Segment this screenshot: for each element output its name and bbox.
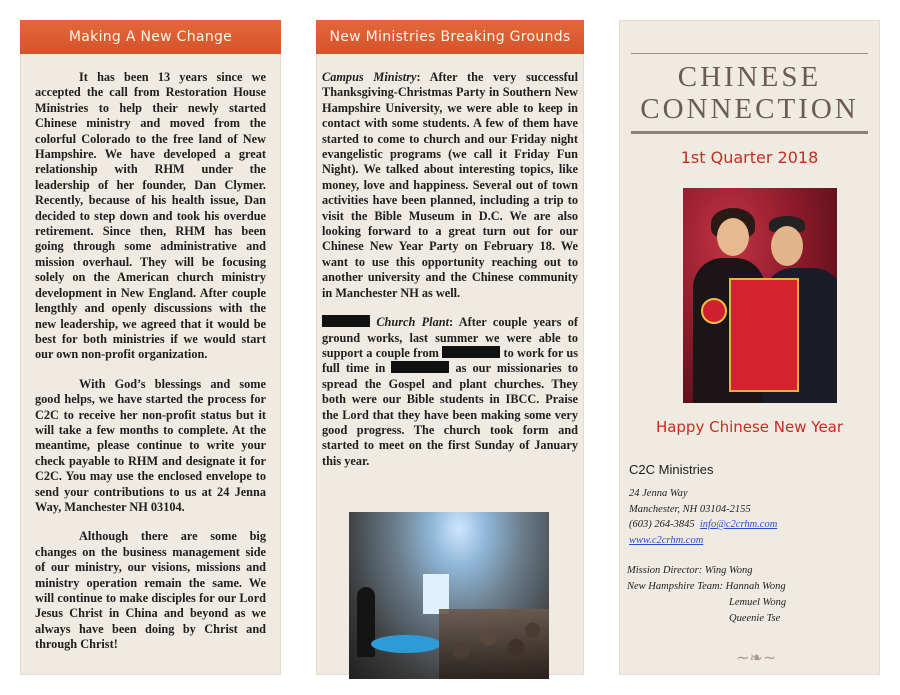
church-plant-lead: Church Plant <box>376 315 450 330</box>
photo-crowd <box>439 609 549 679</box>
phone-email-line <box>629 517 777 533</box>
photo-figure <box>717 218 749 256</box>
newsletter-title-line2: CONNECTION <box>640 93 859 125</box>
church-plant-text: as our missionaries to spread the Gospel and plant churches. They both were our Bible students in IBCC. Praise the Lord that they have been making some very good progress. The church took form and started to meet on the first Sunday of January this year. <box>322 361 579 468</box>
section-heading: New Ministries Breaking Grounds <box>316 20 584 54</box>
panel-making-a-new-change <box>20 20 281 675</box>
redaction-bar <box>322 315 370 327</box>
redaction-bar <box>391 361 449 373</box>
article-body <box>35 70 266 667</box>
staff-list <box>627 563 877 627</box>
classroom-photo <box>349 512 549 679</box>
panel-cover <box>619 20 880 675</box>
staff-line: Queenie Tse <box>729 613 781 624</box>
church-plant-text: : After couple years of ground works, last summer we were able to support a couple from <box>322 315 578 360</box>
email-link[interactable]: info@c2crhm.com <box>699 519 778 530</box>
paragraph: It has been 13 years since we accepted the call from Restoration House Ministries to help their newly started Chinese ministry and moved from the colorful Colorado to the free land of New Hampshire. We have developed a great relationship with RHM under the leadership of her founder, Dan Clymer. Recently, because of his health issue, Dan decided to step down and took his overdue retirement. Since then, RHM has been going through some administrative and mission overhaul. They will be focusing solely on the American church ministry development in New England. After couple lengthly and openly discussions with the new leadership, we agreed that it would be best for both ministries if we would start our own non-profit organization. <box>35 70 266 362</box>
photo-ornament <box>701 298 727 324</box>
staff-line: Lemuel Wong <box>729 597 787 608</box>
paragraph-campus-ministry <box>322 70 578 301</box>
photo-figure <box>771 226 803 266</box>
issue-date: 1st Quarter 2018 <box>680 148 819 167</box>
staff-line: New Hampshire Team: Hannah Wong <box>627 581 786 592</box>
staff-line: Mission Director: Wing Wong <box>627 565 753 576</box>
flourish-ornament: ~❧~ <box>736 648 777 667</box>
couple-photo <box>683 188 837 403</box>
organization-name: C2C Ministries <box>629 462 714 477</box>
website-link[interactable]: www.c2crhm.com <box>629 534 704 546</box>
greeting: Happy Chinese New Year <box>655 418 844 436</box>
panel-new-ministries <box>316 20 584 675</box>
newsletter-title-line1: CHINESE <box>677 61 822 93</box>
paragraph: Although there are some big changes on the business management side of our ministry, our visions, missions and ministry operation remain the same. We will continue to make disciples for our Lord Jesus Christ in China and beyond as we always have been doing by Christ and through Christ! <box>35 529 266 652</box>
campus-ministry-text: : After the very successful Thanksgiving-Christmas Party in Southern New Hampshire University, we were able to keep in contact with some students. A few of them have started to come to church and our Friday night evangelistic programs (we call it Friday Fun Night). We talked about interesting topics, like money, love and happiness. Several out of town activities have been planned, including a trip to visit the Bible Museum in D.C. We are also looking forward to a great turn out for our Chinese New Year Party on February 18. We want to use this opportunity reaching out to another university and the Chinese community in Manchester NH as well. <box>322 70 578 300</box>
title-rule-bottom <box>631 131 868 134</box>
photo-table <box>371 635 441 653</box>
title-rule-top <box>631 53 868 54</box>
website-line <box>629 533 777 549</box>
contact-block <box>629 486 777 548</box>
photo-window <box>423 574 449 614</box>
section-heading: Making A New Change <box>20 20 281 54</box>
church-plant-text: to work for us full time in <box>322 345 579 376</box>
address-line-2: Manchester, NH 03104-2155 <box>629 503 751 515</box>
paragraph: With God’s blessings and some good helps, we have started the process for C2C to receive her non-profit status but it will take a few months to complete. At the meantime, please continue to write your check payable to RHM and designate it for C2C. You may use the enclosed envelope to send your contributions to us at 24 Jenna Way, Manchester NH 03104. <box>35 376 266 514</box>
phone-number: (603) 264-3845 <box>629 519 695 530</box>
article-body <box>322 70 578 483</box>
photo-couplet <box>729 278 799 392</box>
campus-ministry-lead: Campus Ministry <box>322 70 417 84</box>
redaction-bar <box>442 346 500 358</box>
address-line-1: 24 Jenna Way <box>629 488 688 499</box>
paragraph-church-plant <box>322 315 578 469</box>
